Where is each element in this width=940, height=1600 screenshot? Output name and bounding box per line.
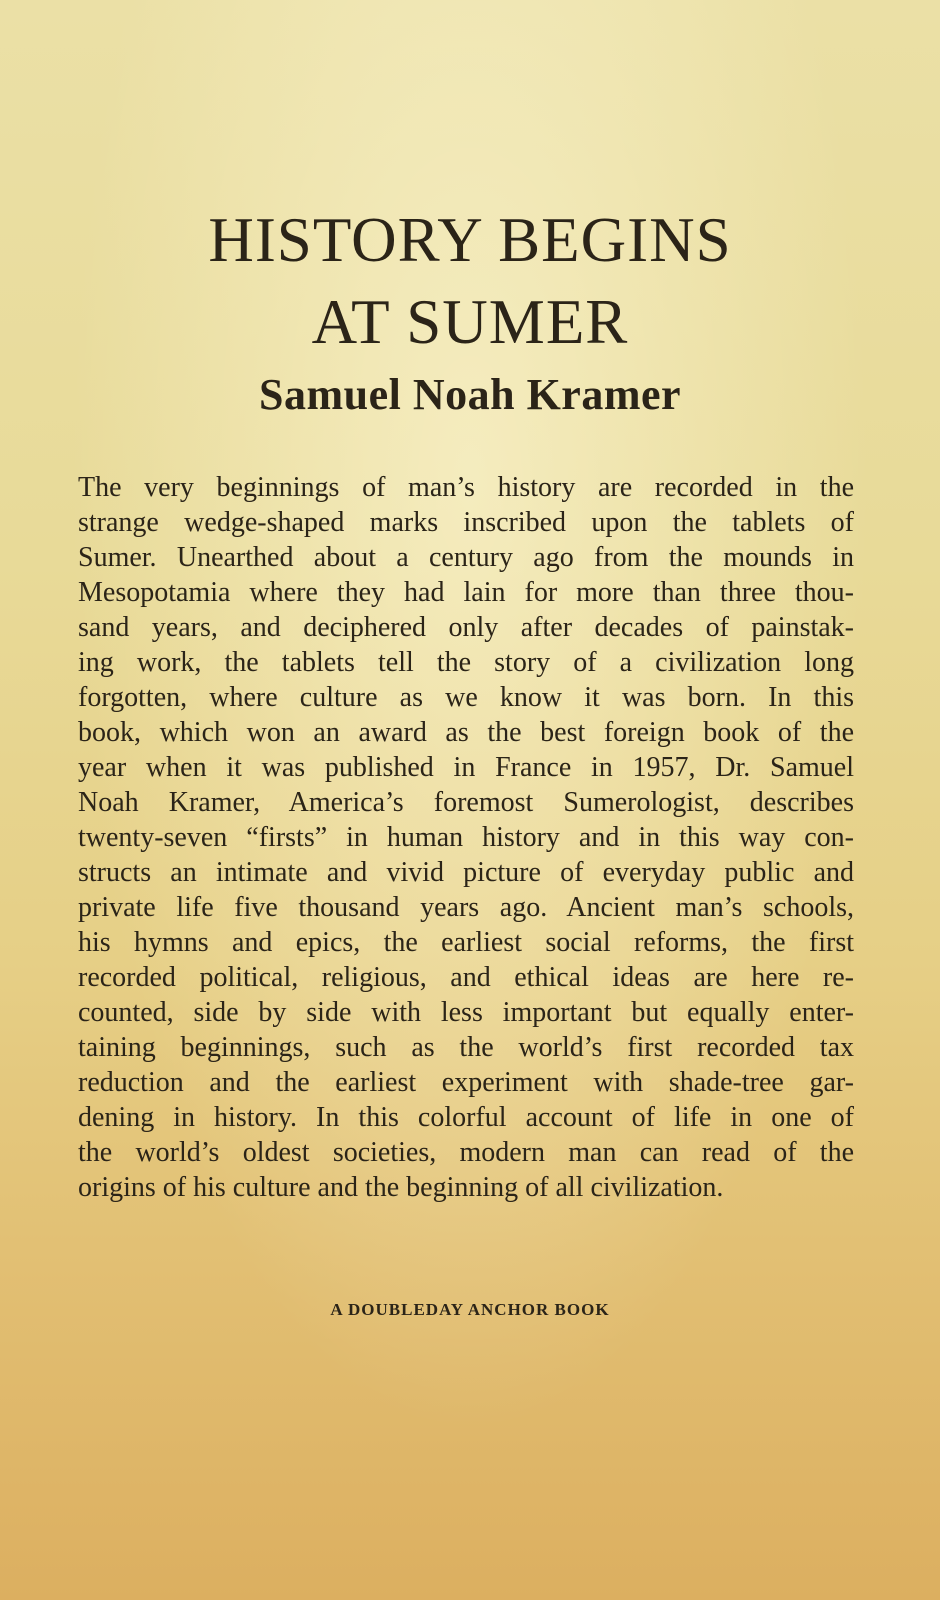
description-line: twenty-seven “firsts” in human history and in this way con- [78, 822, 854, 853]
description-line: origins of his culture and the beginning of all civilization. [78, 1172, 724, 1203]
description-line: Sumer. Unearthed about a century ago from the mounds in [78, 542, 854, 573]
book-title-line-2: AT SUMER [311, 287, 629, 357]
description-line: strange wedge-shaped marks inscribed upon the tablets of [78, 507, 854, 538]
description-line: Mesopotamia where they had lain for more than three thou- [78, 577, 854, 608]
book-title-line-1: HISTORY BEGINS [208, 205, 732, 275]
description-line: taining beginnings, such as the world’s first recorded tax [78, 1032, 854, 1063]
author-name: Samuel Noah Kramer [258, 370, 682, 419]
publisher-imprint: A DOUBLEDAY ANCHOR BOOK [330, 1300, 610, 1319]
description-line: private life five thousand years ago. Ancient man’s schools, [78, 892, 854, 923]
description-line: book, which won an award as the best foreign book of the [78, 717, 854, 748]
description-line: year when it was published in France in 1957, Dr. Samuel [78, 752, 854, 783]
description-line: sand years, and deciphered only after decades of painstak- [78, 612, 854, 643]
description-line: The very beginnings of man’s history are recorded in the [78, 472, 854, 503]
description-line: structs an intimate and vivid picture of everyday public and [78, 857, 854, 888]
description-line: counted, side by side with less important but equally enter- [78, 997, 854, 1028]
description-line: reduction and the earliest experiment with shade-tree gar- [78, 1067, 854, 1098]
book-description [78, 470, 854, 1205]
description-line: forgotten, where culture as we know it was born. In this [78, 682, 854, 713]
description-line: ing work, the tablets tell the story of a civilization long [78, 647, 854, 678]
description-line: Noah Kramer, America’s foremost Sumerologist, describes [78, 787, 854, 818]
description-line: his hymns and epics, the earliest social reforms, the first [78, 927, 854, 958]
description-line: recorded political, religious, and ethical ideas are here re- [78, 962, 854, 993]
description-line: the world’s oldest societies, modern man can read of the [78, 1137, 854, 1168]
description-line: dening in history. In this colorful account of life in one of [78, 1102, 854, 1133]
